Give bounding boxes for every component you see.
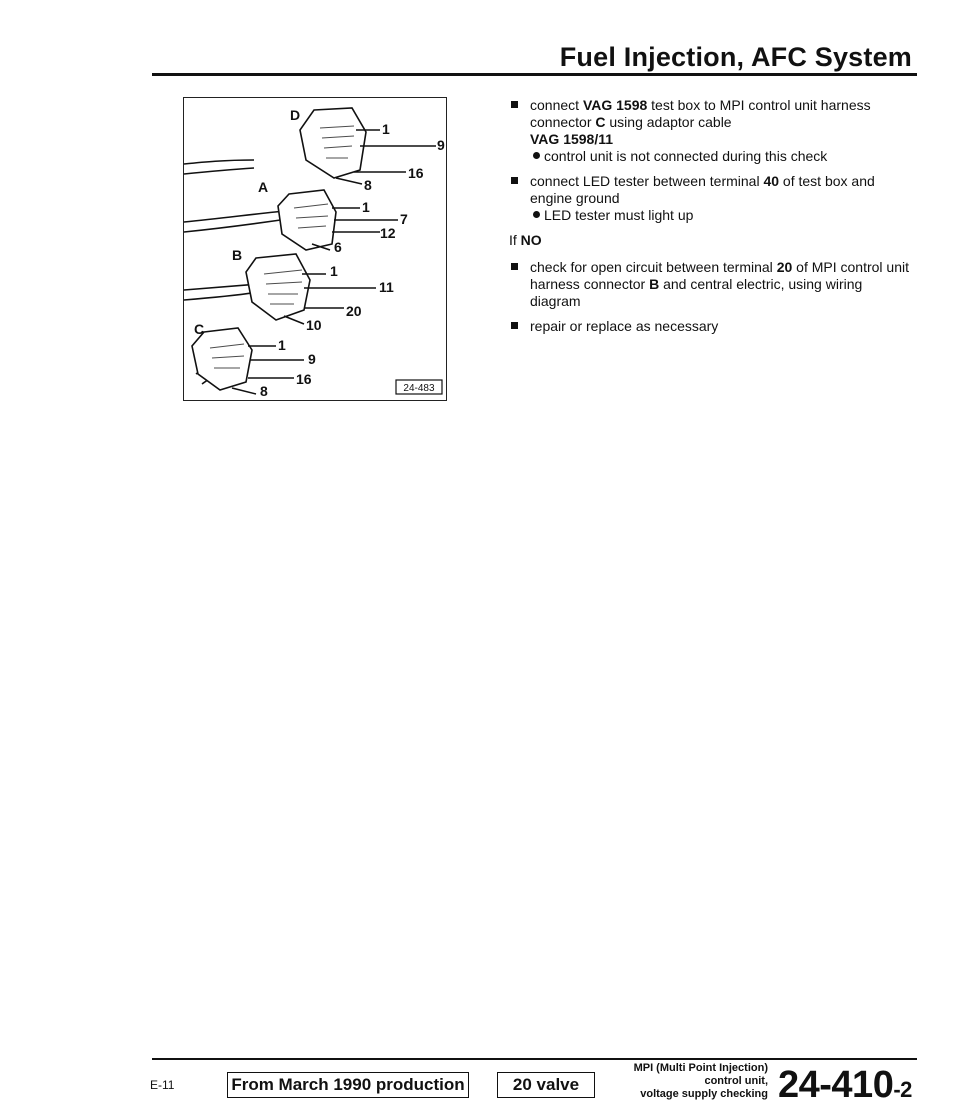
connector-b-pin-10: 10 (306, 317, 322, 333)
figure-id: 24-483 (403, 383, 435, 394)
header-rule (152, 73, 917, 76)
step-check-open-circuit: check for open circuit between terminal 20 of MPI control unit harness connector B and central electric, using wiring diagram (509, 259, 909, 310)
if-condition: If NO (509, 232, 542, 248)
bullet-square (511, 263, 518, 270)
connector-d-pin-1: 1 (382, 121, 390, 137)
bullet-dot (533, 211, 540, 218)
footer-rule (152, 1058, 917, 1060)
page-title: Fuel Injection, AFC System (559, 42, 912, 72)
connector-c-pin-9: 9 (308, 351, 316, 367)
bullet-square (511, 322, 518, 329)
bullet-dot (533, 152, 540, 159)
connector-d-letter: D (290, 107, 301, 123)
connector-c-pin-16: 16 (296, 371, 312, 387)
connector-figure (183, 97, 447, 401)
connector-b-pin-11: 11 (379, 279, 394, 295)
step-connect-led: connect LED tester between terminal 40 of test box and engine ground LED tester must light up (509, 173, 909, 224)
step-repair: repair or replace as necessary (509, 318, 909, 335)
connector-drawing (184, 98, 446, 400)
edition-code: E-11 (150, 1078, 175, 1092)
engine-variant-box: 20 valve (497, 1072, 595, 1098)
connector-d-pin-9: 9 (437, 137, 445, 153)
page-number: 24-410-2 (778, 1064, 912, 1106)
connector-c-pin-8: 8 (260, 383, 268, 399)
section-description: MPI (Multi Point Injection) control unit, voltage supply checking (633, 1062, 768, 1100)
bullet-square (511, 101, 518, 108)
connector-a-letter: A (258, 179, 269, 195)
connector-a-pin-6: 6 (334, 239, 342, 255)
connector-c-pin-1: 1 (278, 337, 286, 353)
connector-d-pin-16: 16 (408, 165, 424, 181)
connector-b-pin-1: 1 (330, 263, 338, 279)
bullet-square (511, 177, 518, 184)
connector-b-letter: B (232, 247, 243, 263)
sub-step: LED tester must light up (530, 207, 909, 224)
connector-a-pin-7: 7 (400, 211, 408, 227)
connector-a-pin-1: 1 (362, 199, 370, 215)
step-connect-test-box: connect VAG 1598 test box to MPI control unit harness connector C using adaptor cable VAG 1598/11 control unit is not connected during this check (509, 97, 909, 165)
connector-a-pin-12: 12 (380, 225, 396, 241)
production-date-box: From March 1990 production (227, 1072, 469, 1098)
connector-b-pin-20: 20 (346, 303, 362, 319)
connector-d-pin-8: 8 (364, 177, 372, 193)
instruction-text (509, 97, 909, 343)
connector-c-letter: C (194, 321, 205, 337)
sub-step: control unit is not connected during this check (530, 148, 909, 165)
